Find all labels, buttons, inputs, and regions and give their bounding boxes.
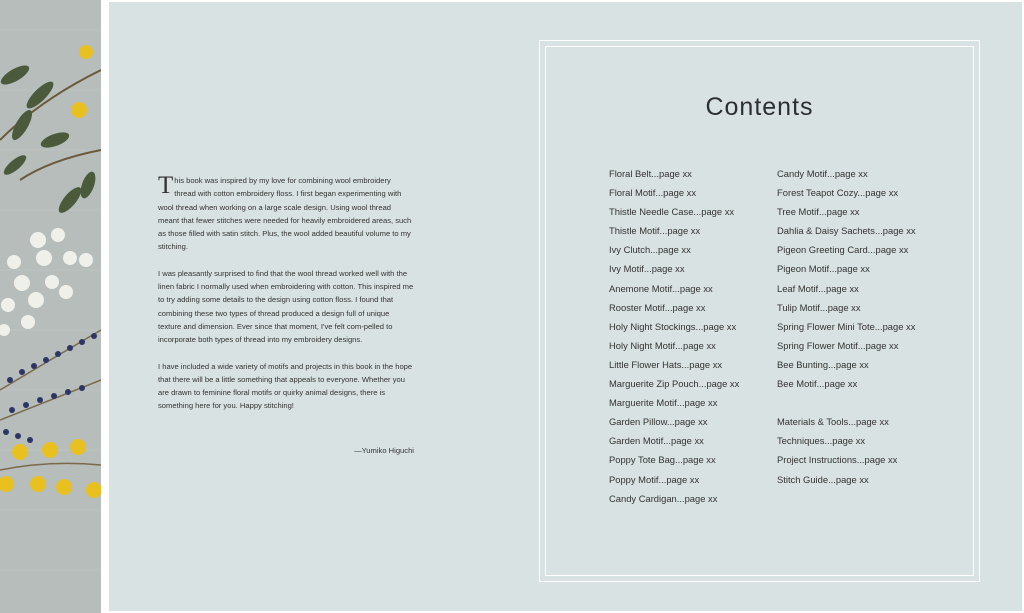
- toc-entry: Floral Belt...page xx: [609, 168, 692, 179]
- toc-entry: Ivy Motif...page xx: [609, 263, 685, 275]
- intro-paragraph-3: I have included a wide variety of motifs and projects in this book in the hope that there will be a little something that appeals to everyone. Whether you are drawn to feminine floral motifs or quirky animal designs, there is something here for you. Happy stitching!: [158, 361, 413, 411]
- toc-entry: Thistle Needle Case...page xx: [609, 206, 735, 218]
- toc-entry: Pigeon Motif...page xx: [777, 263, 870, 275]
- toc-entry: Little Flower Hats...page xx: [609, 358, 723, 370]
- toc-entry: Spring Flower Motif...page xx: [777, 339, 899, 351]
- intro-paragraph-2: I was pleasantly surprised to find that the wool thread worked well with the linen fabric I normally used when embroidering with cotton. This inspired me to try adding some details to the design using cotton floss. I found that combining these two types of thread produced a design full of unique texture and dimension. Ever since that moment, I've felt com-pelled to incorporate both types of thread into my embroidery designs.: [158, 268, 414, 345]
- toc-entry: Techniques...page xx: [777, 435, 866, 447]
- toc-entry: Holy Night Motif...page xx: [609, 339, 716, 351]
- toc-entry: Poppy Motif...page xx: [609, 473, 700, 485]
- toc-entry: Leaf Motif...page xx: [777, 282, 859, 294]
- author-signature: —Yumiko Higuchi: [354, 446, 414, 455]
- toc-entry: Poppy Tote Bag...page xx: [609, 454, 716, 466]
- toc-entry: Spring Flower Mini Tote...page xx: [777, 320, 916, 332]
- toc-entry: Materials & Tools...page xx: [777, 416, 889, 428]
- toc-entry: Dahlia & Daisy Sachets...page xx: [777, 225, 916, 237]
- toc-entry: Thistle Motif...page xx: [609, 225, 701, 237]
- toc-entry: Rooster Motif...page xx: [609, 301, 706, 313]
- toc-entry: Floral Motif...page xx: [609, 187, 697, 199]
- toc-entry: Ivy Clutch...page xx: [609, 244, 691, 256]
- toc-entry: Project Instructions...page xx: [777, 454, 898, 466]
- toc-entry: Tree Motif...page xx: [777, 206, 860, 218]
- toc-entry: Candy Cardigan...page xx: [609, 492, 718, 504]
- embroidery-photo: [0, 0, 101, 613]
- toc-column-1: [609, 167, 739, 511]
- contents-title: Contents: [705, 93, 814, 121]
- toc-entry: Pigeon Greeting Card...page xx: [777, 244, 909, 256]
- book-spread: [109, 2, 1022, 611]
- intro-paragraph-1: [158, 174, 414, 254]
- introduction: [158, 174, 414, 426]
- drop-cap: T: [158, 172, 174, 199]
- toc-entry: Candy Motif...page xx: [777, 168, 868, 179]
- toc-entry: Tulip Motif...page xx: [777, 301, 861, 313]
- toc-entry: Garden Pillow...page xx: [609, 416, 708, 428]
- toc-spacer: [777, 396, 916, 415]
- toc-entry: Bee Bunting...page xx: [777, 358, 869, 370]
- toc-entry: Marguerite Zip Pouch...page xx: [609, 378, 740, 390]
- toc-entry: Holy Night Stockings...page xx: [609, 320, 737, 332]
- toc-entry: Garden Motif...page xx: [609, 435, 704, 447]
- toc-entry: Forest Teapot Cozy...page xx: [777, 187, 899, 199]
- intro-paragraph-1-text: his book was inspired by my love for combining wool embroidery thread with cotton embroidery floss. I first began experimenting with wool thread when working on a large scale design. Using wool thread meant that fewer stitches were needed for heavily embroidered areas, such as those filled with satin stitch. Plus, the wool added beautiful volume to my stitching.: [158, 176, 412, 252]
- toc-entry: Anemone Motif...page xx: [609, 282, 713, 294]
- toc-column-2: [777, 167, 916, 492]
- toc-entry: Stitch Guide...page xx: [777, 473, 869, 485]
- toc-entry: Marguerite Motif...page xx: [609, 397, 718, 409]
- toc-entry: Bee Motif...page xx: [777, 378, 858, 390]
